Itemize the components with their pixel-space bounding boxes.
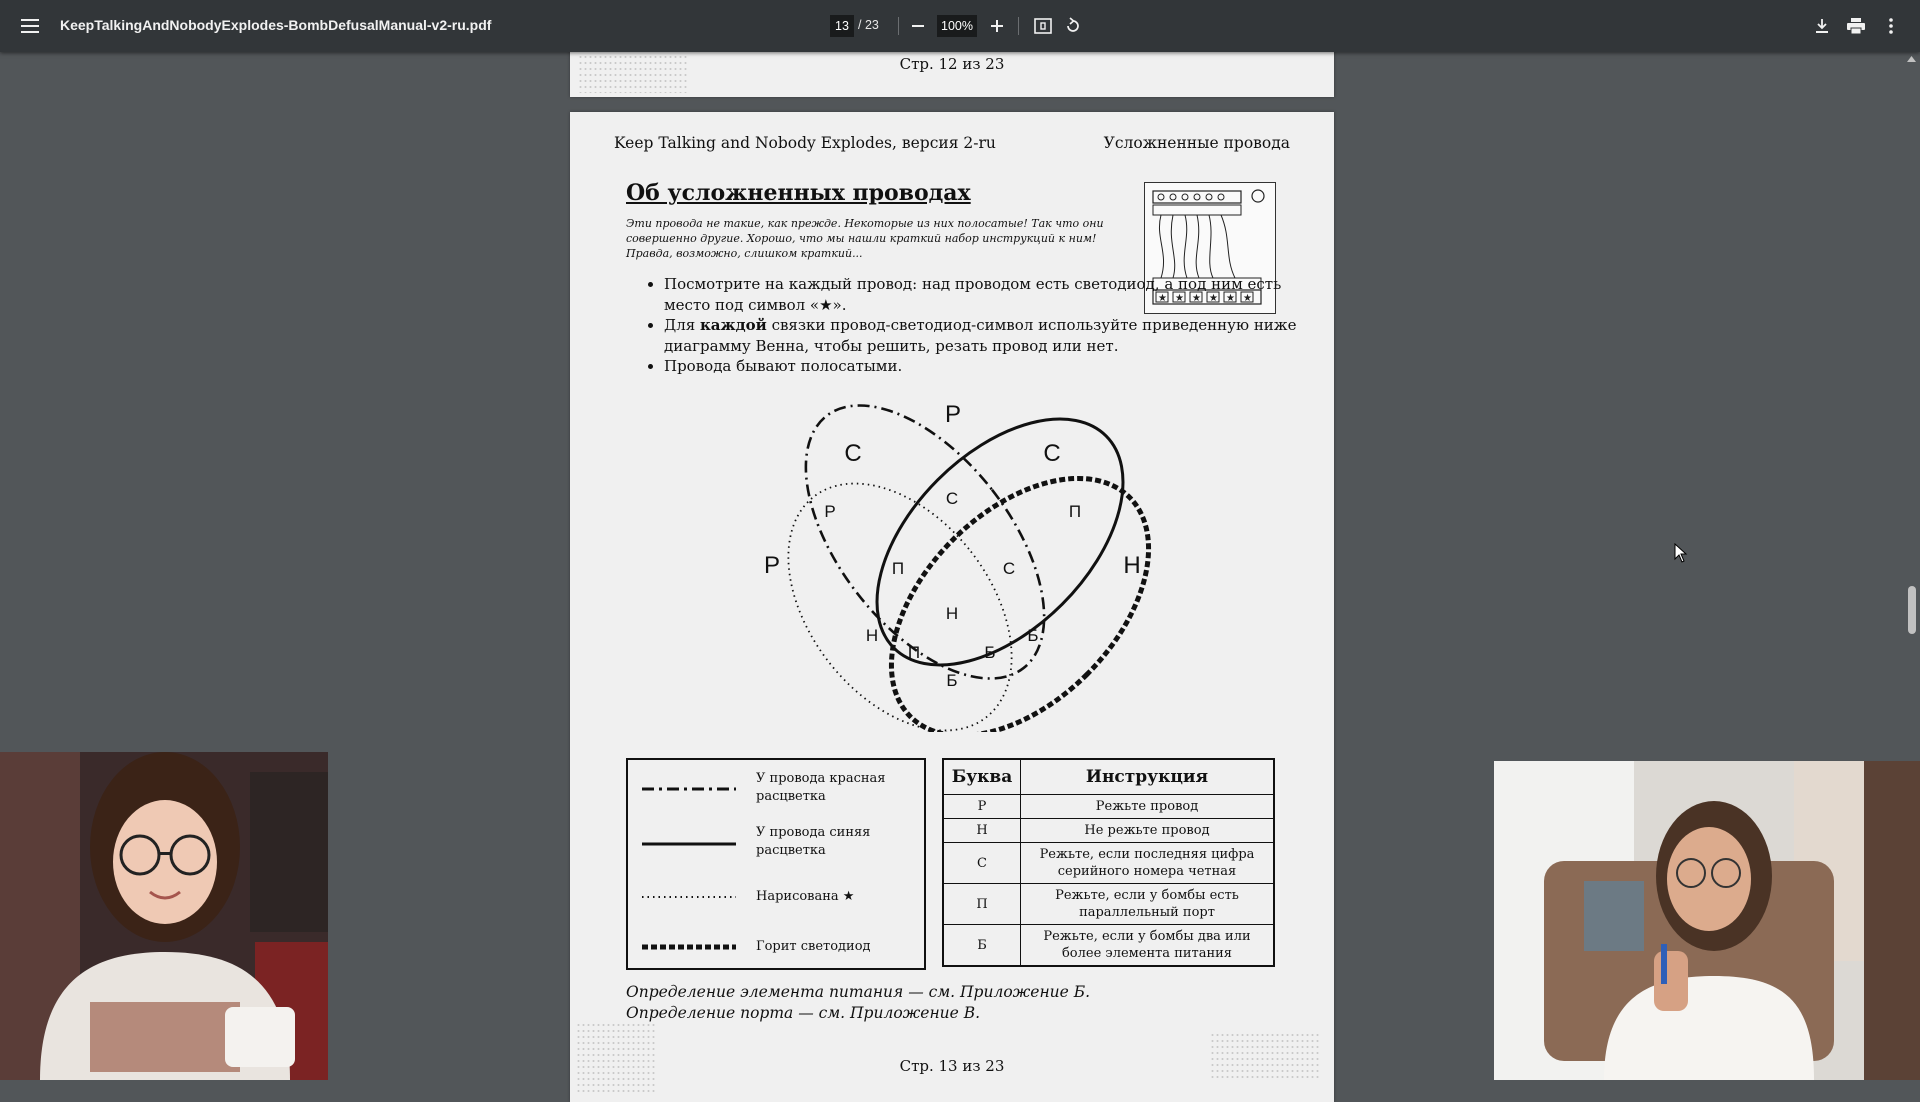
table-header: Буква bbox=[943, 759, 1021, 795]
table-row bbox=[943, 925, 1274, 967]
venn-label: П bbox=[907, 643, 921, 662]
document-title: KeepTalkingAndNobodyExplodes-BombDefusalManual-v2-ru.pdf bbox=[60, 17, 492, 33]
legend-text: Нарисована ★ bbox=[756, 889, 855, 904]
venn-label: Р bbox=[824, 502, 836, 521]
list-item-text: Для bbox=[664, 316, 700, 334]
svg-text:★: ★ bbox=[1209, 293, 1218, 304]
venn-label: Р bbox=[944, 401, 962, 428]
list-item: • Посмотрите на каждый провод: над проводом есть светодиод, а под ним есть место под символ «★». bbox=[664, 274, 1304, 315]
venn-label: Р bbox=[763, 552, 781, 579]
table-cell-letter: С bbox=[943, 843, 1021, 884]
venn-star-ellipse bbox=[743, 441, 1057, 732]
page-number-input[interactable]: 13 bbox=[830, 15, 854, 37]
toolbar-divider bbox=[898, 17, 899, 35]
table-row bbox=[943, 884, 1274, 925]
venn-label: С bbox=[1043, 440, 1061, 467]
print-icon[interactable] bbox=[1841, 11, 1871, 41]
venn-label: С bbox=[1002, 559, 1016, 578]
venn-blue-ellipse bbox=[832, 382, 1169, 710]
toolbar-divider bbox=[1018, 17, 1019, 35]
table-cell-instruction: Режьте провод bbox=[1021, 795, 1275, 819]
page-header-right: Усложненные провода bbox=[1103, 134, 1290, 152]
fit-page-icon[interactable] bbox=[1028, 11, 1058, 41]
svg-text:★: ★ bbox=[1226, 293, 1235, 304]
instruction-table bbox=[942, 758, 1275, 967]
dotted-line-icon bbox=[642, 894, 736, 900]
scroll-up-arrow-icon bbox=[1907, 56, 1916, 62]
download-icon[interactable] bbox=[1807, 11, 1837, 41]
legend-text: У провода красная расцветка bbox=[756, 771, 886, 804]
page-footer: Стр. 13 из 23 bbox=[899, 1057, 1005, 1075]
table-cell-letter: Б bbox=[943, 925, 1021, 967]
dash-dot-line-icon bbox=[642, 786, 736, 792]
venn-label: Н bbox=[1123, 552, 1141, 579]
venn-label: С bbox=[844, 440, 862, 467]
venn-label: Н bbox=[945, 604, 959, 623]
mouse-cursor-icon bbox=[1674, 543, 1688, 563]
page-footer: Стр. 12 из 23 bbox=[899, 55, 1005, 73]
svg-text:★: ★ bbox=[1192, 293, 1201, 304]
venn-label: Б bbox=[1027, 626, 1039, 645]
intro-text: Эти провода не такие, как прежде. Некоторые из них полосатые! Так что они совершенно другие. Хорошо, что мы нашли краткий набор инструкций к ним! Правда, возможно, слишком краткий... bbox=[626, 217, 1104, 260]
zoom-in-icon[interactable] bbox=[982, 11, 1012, 41]
svg-text:★: ★ bbox=[1243, 293, 1252, 304]
venn-led-ellipse bbox=[843, 430, 1190, 732]
venn-label: С bbox=[945, 489, 959, 508]
venn-label: Б bbox=[984, 643, 996, 662]
legend-text: Горит светодиод bbox=[756, 939, 871, 954]
page-header-left: Keep Talking and Nobody Explodes, версия 2-ru bbox=[614, 134, 996, 152]
definition-port: Определение порта — см. Приложение В. bbox=[626, 1004, 981, 1022]
svg-text:★: ★ bbox=[1158, 293, 1167, 304]
venn-diagram bbox=[720, 382, 1190, 732]
zoom-input[interactable]: 100% bbox=[937, 15, 977, 37]
solid-line-icon bbox=[642, 841, 736, 847]
venn-label: П bbox=[1068, 502, 1082, 521]
scrollbar-thumb[interactable] bbox=[1908, 586, 1916, 634]
table-cell-instruction: Не режьте провод bbox=[1021, 819, 1275, 843]
page-total: / 23 bbox=[858, 18, 879, 32]
legend-text: У провода синяя расцветка bbox=[756, 825, 871, 858]
table-cell-letter: Р bbox=[943, 795, 1021, 819]
pdf-toolbar bbox=[0, 0, 1920, 52]
list-item-text: связки провод-светодиод-символ используйте приведенную ниже диаграмму Венна, чтобы решить, резать провод или нет. bbox=[664, 316, 1297, 355]
table-cell-instruction: Режьте, если последняя цифра серийного номера четная bbox=[1021, 843, 1275, 884]
venn-red-ellipse bbox=[760, 382, 1091, 720]
list-item bbox=[664, 315, 1304, 356]
table-row bbox=[943, 843, 1274, 884]
table-cell-instruction: Режьте, если у бомбы есть параллельный порт bbox=[1021, 884, 1275, 925]
thick-dashed-line-icon bbox=[642, 943, 736, 951]
list-item: • Провода бывают полосатыми. bbox=[664, 356, 1304, 377]
table-row bbox=[943, 819, 1274, 843]
venn-label: Б bbox=[946, 671, 958, 690]
definitions bbox=[626, 982, 1090, 1024]
table-cell-instruction: Режьте, если у бомбы два или более элемента питания bbox=[1021, 925, 1275, 967]
more-icon[interactable] bbox=[1876, 11, 1906, 41]
rotate-icon[interactable] bbox=[1058, 11, 1088, 41]
table-header: Инструкция bbox=[1021, 759, 1275, 795]
venn-label: Н bbox=[865, 626, 879, 645]
menu-icon[interactable] bbox=[15, 11, 45, 41]
pdf-page-13 bbox=[570, 112, 1334, 1102]
list-item-emphasis: каждой bbox=[699, 316, 767, 334]
webcam-right bbox=[1494, 761, 1920, 1080]
venn-label: П bbox=[891, 559, 905, 578]
webcam-left bbox=[0, 752, 328, 1080]
svg-text:★: ★ bbox=[1175, 293, 1184, 304]
table-cell-letter: Н bbox=[943, 819, 1021, 843]
section-title: Об усложненных проводах bbox=[626, 180, 971, 206]
zoom-out-icon[interactable] bbox=[903, 11, 933, 41]
legend-box bbox=[626, 758, 926, 970]
instruction-list bbox=[632, 274, 1304, 377]
table-cell-letter: П bbox=[943, 884, 1021, 925]
definition-battery: Определение элемента питания — см. Приложение Б. bbox=[626, 983, 1091, 1001]
table-row bbox=[943, 795, 1274, 819]
